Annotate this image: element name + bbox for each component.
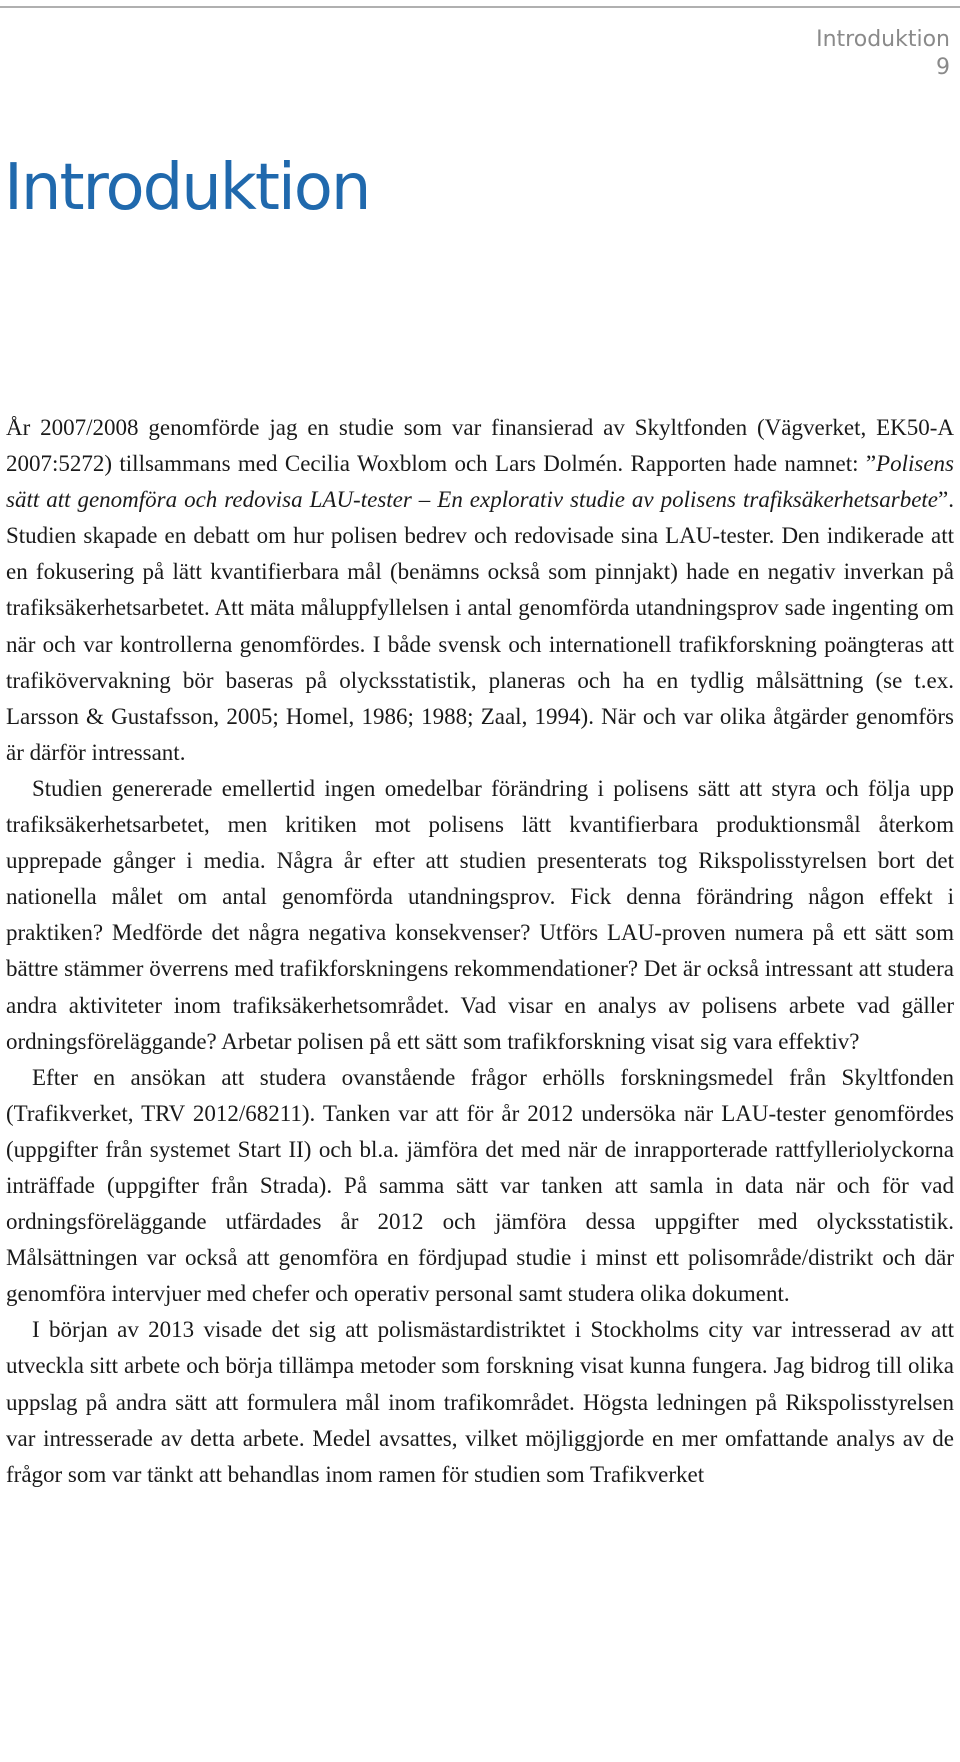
chapter-title: Introduktion bbox=[4, 151, 370, 225]
top-rule bbox=[0, 6, 960, 8]
paragraph-1-part-2: ”. Studien skapade en debatt om hur polisen bedrev och redovisade sina LAU-tester. Den indikerade att en fokusering på lätt kvantifierbara mål (benämns också som pinnjakt) hade en negativ inverkan på trafiksäkerhetsarbetet. Att mäta måluppfyllelsen i antal genomförda utandningsprov sade ingenting om när och var kontrollerna genomfördes. I både svensk och internationell trafikforskning poängteras att trafikövervakning bör baseras på olycksstatistik, planeras och ha en tydlig målsättning (se t.ex. Larsson & Gustafsson, 2005; Homel, 1986; 1988; Zaal, 1994). När och var olika åtgärder genomförs är därför intressant. bbox=[6, 487, 954, 765]
running-header bbox=[550, 26, 950, 82]
running-title: Introduktion bbox=[816, 27, 950, 52]
paragraph-2: Studien genererade emellertid ingen omedelbar förändring i polisens sätt att styra och följa upp trafiksäkerhetsarbetet, men kritiken mot polisens lätt kvantifierbara produktionsmål återkom upprepade gånger i media. Några år efter att studien presenterats tog Rikspolisstyrelsen bort det nationella målet om antal genomförda utandningsprov. Fick denna förändring någon effekt i praktiken? Medförde det några negativa konsekvenser? Utförs LAU-proven numera på ett sätt som bättre stämmer överrens med trafikforskningens rekommendationer? Det är också intressant att studera andra aktiviteter inom trafiksäkerhetsområdet. Vad visar en analys av polisens arbete vad gäller ordningsföreläggande? Arbetar polisen på ett sätt som trafikforskning visat sig vara effektiv? bbox=[6, 775, 954, 1054]
paragraph-1-part-1: År 2007/2008 genomförde jag en studie som var finansierad av Skyltfonden (Vägverket, EK50-A 2007:5272) tillsammans med Cecilia Woxblom och Lars Dolmén. Rapporten hade namnet: ” bbox=[6, 415, 954, 477]
page-number: 9 bbox=[936, 55, 950, 80]
report-title: Polisens sätt att genomföra och redovisa LAU-tester – En explorativ studie av polisens trafiksäkerhetsarbete bbox=[6, 451, 954, 513]
paragraph-1 bbox=[6, 410, 954, 771]
paragraph-4: I början av 2013 visade det sig att polismästardistriktet i Stockholms city var intresserad av att utveckla sitt arbete och börja tillämpa metoder som forskning visat kunna fungera. Jag bidrog till olika uppslag på andra sätt att formulera mål inom trafikområdet. Högsta ledningen på Rikspolisstyrelsen var intresserade av detta arbete. Medel avsattes, vilket möjliggjorde en mer omfattande analys av de frågor som var tänkt att behandlas inom ramen för studien som Trafikverket bbox=[6, 1317, 954, 1487]
paragraph-3: Efter en ansökan att studera ovanstående frågor erhölls forskningsmedel från Skyltfonden (Trafikverket, TRV 2012/68211). Tanken var att för år 2012 undersöka när LAU-tester genomfördes (uppgifter från systemet Start II) och bl.a. jämföra det med när de inrapporterade rattfylleriolyckorna inträffade (uppgifter från Strada). På samma sätt var tanken att samla in data när och för vad ordningsföreläggande utfärdades år 2012 och jämföra dessa uppgifter med olycksstatistik. Målsättningen var också att genomföra en fördjupad studie i minst ett polisområde/distrikt och där genomföra intervjuer med chefer och operativ personal samt studera olika dokument. bbox=[6, 1064, 954, 1307]
body-text bbox=[6, 410, 954, 1493]
